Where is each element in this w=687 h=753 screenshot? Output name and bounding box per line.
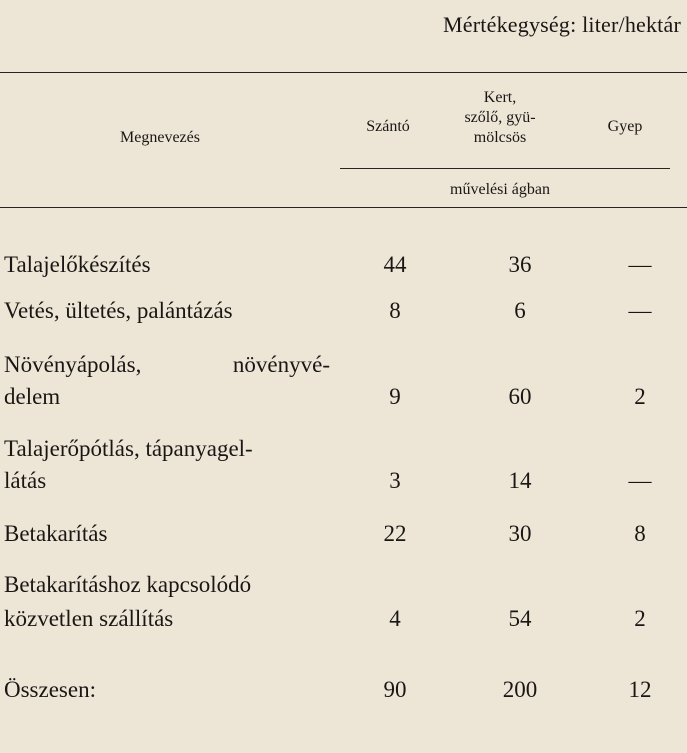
cell-kert: 6 (514, 298, 526, 323)
column-group-label: művelési ágban (450, 181, 550, 198)
cell-szanto: 4 (389, 606, 401, 631)
cell-kert: 36 (508, 252, 532, 277)
cell-kert: 60 (508, 384, 532, 409)
cell-gyep: 2 (634, 606, 646, 631)
cell-szanto: 3 (389, 468, 401, 493)
header-top-rule (0, 72, 687, 73)
cell-kert: 14 (508, 468, 532, 493)
row-label: Növényápolás, növényvé- (4, 352, 330, 377)
header-group-rule (340, 168, 670, 169)
total-szanto: 90 (383, 677, 407, 702)
row-label: Talajerőpótlás, tápanyagel- (4, 436, 253, 461)
unit-label: Mértékegység: liter/hektár (443, 12, 681, 37)
row-label: Betakarításhoz kapcsolódó (4, 572, 252, 597)
cell-szanto: 9 (389, 384, 401, 409)
cell-gyep: — (628, 252, 652, 277)
column-header-kert-line: szőlő, gyü- (464, 109, 536, 126)
column-header-kert (440, 88, 560, 148)
cell-gyep: — (628, 468, 652, 493)
row-label-continuation: közvetlen szállítás (4, 606, 174, 631)
cell-kert: 54 (508, 606, 532, 631)
total-gyep: 12 (628, 677, 652, 702)
cell-szanto: 8 (389, 298, 401, 323)
row-label: Betakarítás (4, 521, 108, 546)
row-label: Vetés, ültetés, palántázás (4, 298, 233, 323)
header-bottom-rule (0, 207, 687, 208)
column-header-name: Megnevezés (120, 129, 200, 146)
cell-szanto: 22 (383, 521, 407, 546)
cell-gyep: 8 (634, 521, 646, 546)
column-header-kert-line: mölcsös (473, 129, 527, 146)
cell-gyep: — (628, 298, 652, 323)
total-kert: 200 (502, 677, 538, 702)
row-label: Talajelőkészítés (4, 252, 151, 277)
row-label-continuation: delem (4, 384, 61, 409)
column-header-gyep: Gyep (607, 118, 643, 135)
cell-kert: 30 (508, 521, 532, 546)
row-label-continuation: látás (4, 468, 47, 493)
column-header-kert-line: Kert, (483, 89, 517, 106)
cell-gyep: 2 (634, 384, 646, 409)
column-header-szanto: Szántó (366, 118, 410, 135)
total-label: Összesen: (4, 677, 96, 702)
cell-szanto: 44 (383, 252, 407, 277)
